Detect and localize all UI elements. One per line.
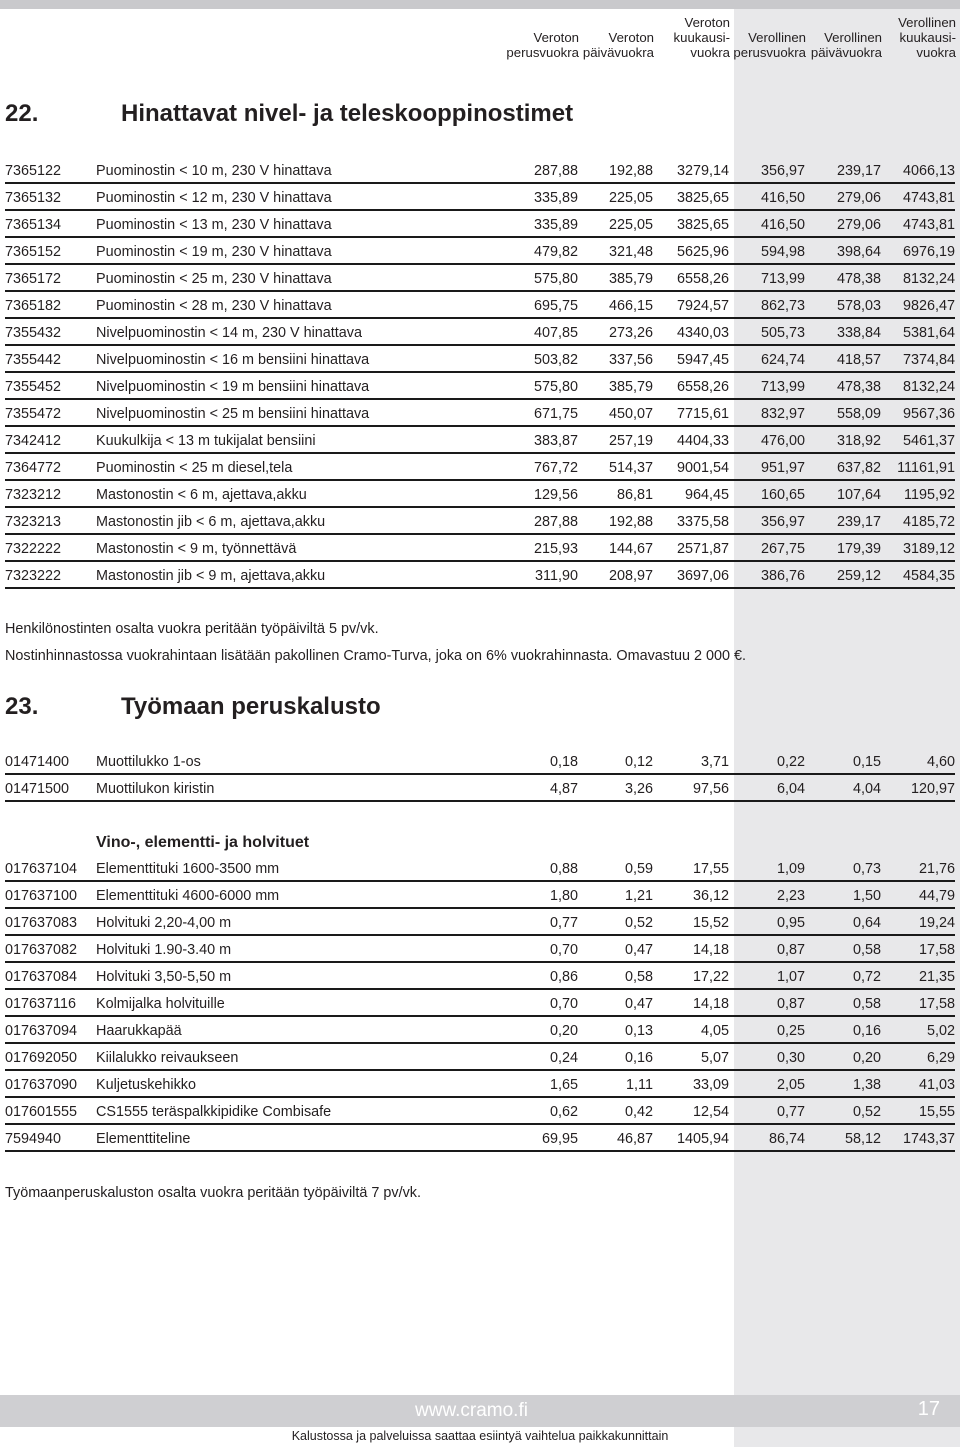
veroton-kuukausivuokra-value: 3825,65 [676, 190, 729, 206]
veroton-perusvuokra-value: 383,87 [533, 433, 578, 449]
verollinen-paivavuokra-value: 4,04 [852, 781, 881, 797]
verollinen-perusvuokra-value: 713,99 [760, 271, 805, 287]
verollinen-kuukausivuokra-value: 9826,47 [902, 298, 955, 314]
veroton-paivavuokra-value: 1,21 [624, 888, 653, 904]
verollinen-paivavuokra-value: 0,16 [852, 1023, 881, 1039]
veroton-paivavuokra-value: 0,42 [624, 1104, 653, 1120]
veroton-perusvuokra-value: 0,70 [549, 942, 578, 958]
verollinen-perusvuokra-value: 0,95 [776, 915, 805, 931]
verollinen-paivavuokra-value: 0,64 [852, 915, 881, 931]
header-veroton-perusvuokra: Veroton perusvuokra [506, 30, 579, 60]
veroton-paivavuokra-value: 0,12 [624, 754, 653, 770]
veroton-perusvuokra-value: 287,88 [533, 163, 578, 179]
product-code: 017637104 [5, 861, 78, 877]
verollinen-kuukausivuokra-value: 1743,37 [902, 1131, 955, 1147]
section-title: Työmaan peruskalusto [121, 693, 381, 720]
veroton-kuukausivuokra-value: 1405,94 [676, 1131, 729, 1147]
table-row [5, 536, 955, 562]
table-row [5, 320, 955, 346]
verollinen-perusvuokra-value: 862,73 [760, 298, 805, 314]
section-23-heading [0, 693, 960, 723]
verollinen-paivavuokra-value: 279,06 [836, 217, 881, 233]
product-name: Nivelpuominostin < 25 m bensiini hinattava [96, 406, 370, 422]
product-name: Kuukulkija < 13 m tukijalat bensiini [96, 433, 316, 449]
verollinen-kuukausivuokra-value: 15,55 [918, 1104, 955, 1120]
table-row [5, 212, 955, 238]
veroton-kuukausivuokra-value: 14,18 [692, 996, 729, 1012]
verollinen-perusvuokra-value: 713,99 [760, 379, 805, 395]
veroton-paivavuokra-value: 385,79 [608, 379, 653, 395]
verollinen-paivavuokra-value: 239,17 [836, 514, 881, 530]
product-name: Muottilukko 1-os [96, 754, 201, 770]
verollinen-kuukausivuokra-value: 4,60 [926, 754, 955, 770]
product-code: 01471500 [5, 781, 70, 797]
section-22-note-1: Henkilönostinten osalta vuokra peritään työpäiviltä 5 pv/vk. [5, 621, 379, 637]
veroton-perusvuokra-value: 0,62 [549, 1104, 578, 1120]
verollinen-perusvuokra-value: 624,74 [760, 352, 805, 368]
section-number: 22. [5, 100, 39, 127]
verollinen-paivavuokra-value: 1,50 [852, 888, 881, 904]
product-code: 7365152 [5, 244, 62, 260]
verollinen-paivavuokra-value: 578,03 [836, 298, 881, 314]
verollinen-kuukausivuokra-value: 17,58 [918, 996, 955, 1012]
verollinen-paivavuokra-value: 0,58 [852, 942, 881, 958]
table-row [5, 776, 955, 802]
verollinen-kuukausivuokra-value: 1195,92 [904, 487, 955, 503]
veroton-perusvuokra-value: 0,77 [549, 915, 578, 931]
product-code: 7365134 [5, 217, 62, 233]
verollinen-kuukausivuokra-value: 4066,13 [902, 163, 955, 179]
verollinen-kuukausivuokra-value: 9567,36 [902, 406, 955, 422]
veroton-paivavuokra-value: 466,15 [608, 298, 653, 314]
product-name: Elementtituki 1600-3500 mm [96, 861, 280, 877]
veroton-perusvuokra-value: 695,75 [533, 298, 578, 314]
section-23-note: Työmaanperuskaluston osalta vuokra peritään työpäiviltä 7 pv/vk. [5, 1185, 421, 1201]
verollinen-paivavuokra-value: 637,82 [836, 460, 881, 476]
veroton-perusvuokra-value: 287,88 [533, 514, 578, 530]
veroton-kuukausivuokra-value: 14,18 [692, 942, 729, 958]
verollinen-kuukausivuokra-value: 5,02 [926, 1023, 955, 1039]
veroton-paivavuokra-value: 257,19 [608, 433, 653, 449]
verollinen-kuukausivuokra-value: 21,35 [918, 969, 955, 985]
veroton-paivavuokra-value: 208,97 [608, 568, 653, 584]
product-name: Muottilukon kiristin [96, 781, 215, 797]
verollinen-perusvuokra-value: 0,25 [776, 1023, 805, 1039]
table-row [5, 991, 955, 1017]
veroton-kuukausivuokra-value: 5,07 [700, 1050, 729, 1066]
product-code: 7355472 [5, 406, 62, 422]
veroton-paivavuokra-value: 0,16 [624, 1050, 653, 1066]
veroton-paivavuokra-value: 86,81 [616, 487, 653, 503]
veroton-paivavuokra-value: 385,79 [608, 271, 653, 287]
veroton-paivavuokra-value: 0,59 [624, 861, 653, 877]
table-row [5, 910, 955, 936]
product-name: Puominostin < 19 m, 230 V hinattava [96, 244, 332, 260]
product-name: Kuljetuskehikko [96, 1077, 196, 1093]
section-title: Hinattavat nivel- ja teleskooppinostimet [121, 100, 574, 127]
veroton-paivavuokra-value: 321,48 [608, 244, 653, 260]
verollinen-paivavuokra-value: 179,39 [836, 541, 881, 557]
table-row [5, 509, 955, 535]
product-code: 017637100 [5, 888, 78, 904]
product-name: Kiilalukko reivaukseen [96, 1050, 239, 1066]
veroton-kuukausivuokra-value: 3279,14 [676, 163, 729, 179]
verollinen-paivavuokra-value: 0,15 [852, 754, 881, 770]
veroton-kuukausivuokra-value: 7715,61 [676, 406, 729, 422]
veroton-kuukausivuokra-value: 6558,26 [676, 271, 729, 287]
table-row [5, 401, 955, 427]
table-row [5, 856, 955, 882]
veroton-perusvuokra-value: 671,75 [533, 406, 578, 422]
product-code: 017601555 [5, 1104, 78, 1120]
product-name: Elementtituki 4600-6000 mm [96, 888, 280, 904]
veroton-paivavuokra-value: 0,52 [624, 915, 653, 931]
verollinen-paivavuokra-value: 0,20 [852, 1050, 881, 1066]
product-name: Nivelpuominostin < 19 m bensiini hinattava [96, 379, 370, 395]
veroton-paivavuokra-value: 0,47 [624, 996, 653, 1012]
veroton-perusvuokra-value: 335,89 [533, 217, 578, 233]
verollinen-paivavuokra-value: 239,17 [836, 163, 881, 179]
product-name: Mastonostin < 9 m, työnnettävä [96, 541, 297, 557]
veroton-perusvuokra-value: 0,70 [549, 996, 578, 1012]
veroton-paivavuokra-value: 337,56 [608, 352, 653, 368]
product-code: 7342412 [5, 433, 62, 449]
verollinen-kuukausivuokra-value: 4584,35 [902, 568, 955, 584]
veroton-perusvuokra-value: 767,72 [533, 460, 578, 476]
footer-disclaimer: Kalustossa ja palveluissa saattaa esiintyä vaihtelua paikkakunnittain [291, 1429, 669, 1443]
product-name: Puominostin < 25 m, 230 V hinattava [96, 271, 332, 287]
product-name: Puominostin < 12 m, 230 V hinattava [96, 190, 332, 206]
verollinen-kuukausivuokra-value: 3189,12 [902, 541, 955, 557]
table-row [5, 964, 955, 990]
table-row [5, 374, 955, 400]
veroton-kuukausivuokra-value: 3375,58 [676, 514, 729, 530]
table-row [5, 937, 955, 963]
product-name: Kolmijalka holvituille [96, 996, 225, 1012]
product-name: Puominostin < 13 m, 230 V hinattava [96, 217, 332, 233]
product-code: 7365172 [5, 271, 62, 287]
verollinen-paivavuokra-value: 558,09 [836, 406, 881, 422]
verollinen-paivavuokra-value: 279,06 [836, 190, 881, 206]
veroton-kuukausivuokra-value: 2571,87 [676, 541, 729, 557]
verollinen-perusvuokra-value: 386,76 [760, 568, 805, 584]
veroton-paivavuokra-value: 0,13 [624, 1023, 653, 1039]
header-verollinen-perusvuokra: Verollinen perusvuokra [733, 30, 806, 60]
veroton-perusvuokra-value: 1,80 [549, 888, 578, 904]
table-row [5, 455, 955, 481]
veroton-perusvuokra-value: 4,87 [549, 781, 578, 797]
veroton-perusvuokra-value: 215,93 [533, 541, 578, 557]
verollinen-paivavuokra-value: 338,84 [836, 325, 881, 341]
product-name: CS1555 teräspalkkipidike Combisafe [96, 1104, 332, 1120]
product-name: Nivelpuominostin < 14 m, 230 V hinattava [96, 325, 362, 341]
verollinen-kuukausivuokra-value: 6976,19 [902, 244, 955, 260]
verollinen-paivavuokra-value: 0,73 [852, 861, 881, 877]
veroton-paivavuokra-value: 3,26 [624, 781, 653, 797]
verollinen-kuukausivuokra-value: 4743,81 [902, 217, 955, 233]
product-name: Holvituki 1.90-3.40 m [96, 942, 232, 958]
product-code: 7355442 [5, 352, 62, 368]
verollinen-paivavuokra-value: 418,57 [836, 352, 881, 368]
product-name: Haarukkapää [96, 1023, 182, 1039]
product-code: 017692050 [5, 1050, 78, 1066]
verollinen-perusvuokra-value: 416,50 [760, 190, 805, 206]
veroton-perusvuokra-value: 407,85 [533, 325, 578, 341]
verollinen-perusvuokra-value: 951,97 [760, 460, 805, 476]
product-code: 017637083 [5, 915, 78, 931]
product-name: Mastonostin < 6 m, ajettava,akku [96, 487, 307, 503]
verollinen-perusvuokra-value: 0,87 [776, 996, 805, 1012]
veroton-perusvuokra-value: 503,82 [533, 352, 578, 368]
subheading-vino-elementti-holvituet: Vino-, elementti- ja holvituet [96, 834, 310, 851]
veroton-kuukausivuokra-value: 33,09 [692, 1077, 729, 1093]
veroton-paivavuokra-value: 1,11 [626, 1077, 653, 1093]
verollinen-perusvuokra-value: 832,97 [760, 406, 805, 422]
veroton-paivavuokra-value: 144,67 [608, 541, 653, 557]
veroton-kuukausivuokra-value: 6558,26 [676, 379, 729, 395]
veroton-perusvuokra-value: 0,18 [549, 754, 578, 770]
veroton-paivavuokra-value: 192,88 [608, 514, 653, 530]
table-row [5, 482, 955, 508]
verollinen-paivavuokra-value: 259,12 [836, 568, 881, 584]
product-code: 01471400 [5, 754, 70, 770]
veroton-kuukausivuokra-value: 4,05 [700, 1023, 729, 1039]
product-code: 017637090 [5, 1077, 78, 1093]
product-name: Elementtiteline [96, 1131, 191, 1147]
product-code: 7365182 [5, 298, 62, 314]
veroton-paivavuokra-value: 225,05 [608, 217, 653, 233]
product-code: 7323213 [5, 514, 62, 530]
verollinen-kuukausivuokra-value: 120,97 [910, 781, 955, 797]
veroton-kuukausivuokra-value: 5947,45 [676, 352, 729, 368]
verollinen-kuukausivuokra-value: 41,03 [918, 1077, 955, 1093]
section-22-heading [0, 100, 960, 130]
veroton-perusvuokra-value: 575,80 [533, 271, 578, 287]
veroton-paivavuokra-value: 273,26 [608, 325, 653, 341]
veroton-kuukausivuokra-value: 7924,57 [676, 298, 729, 314]
veroton-paivavuokra-value: 0,58 [624, 969, 653, 985]
veroton-perusvuokra-value: 0,24 [549, 1050, 578, 1066]
product-code: 7323222 [5, 568, 62, 584]
verollinen-perusvuokra-value: 2,23 [776, 888, 805, 904]
verollinen-perusvuokra-value: 86,74 [768, 1131, 805, 1147]
veroton-perusvuokra-value: 0,20 [549, 1023, 578, 1039]
product-code: 017637116 [5, 996, 76, 1012]
product-code: 7365132 [5, 190, 62, 206]
product-code: 7355432 [5, 325, 62, 341]
verollinen-perusvuokra-value: 0,30 [776, 1050, 805, 1066]
veroton-kuukausivuokra-value: 3697,06 [676, 568, 729, 584]
website-link[interactable]: www.cramo.fi [415, 1400, 528, 1421]
verollinen-perusvuokra-value: 1,07 [776, 969, 805, 985]
table-row [5, 239, 955, 265]
veroton-kuukausivuokra-value: 4340,03 [676, 325, 729, 341]
veroton-perusvuokra-value: 129,56 [533, 487, 578, 503]
veroton-perusvuokra-value: 311,90 [535, 568, 578, 584]
veroton-perusvuokra-value: 0,88 [549, 861, 578, 877]
verollinen-paivavuokra-value: 0,58 [852, 996, 881, 1012]
table-row [5, 185, 955, 211]
section-22-note-2: Nostinhinnastossa vuokrahintaan lisätään pakollinen Cramo-Turva, joka on 6% vuokrahinnasta. Omavastuu 2 000 €. [5, 648, 747, 664]
verollinen-kuukausivuokra-value: 5381,64 [902, 325, 955, 341]
veroton-paivavuokra-value: 46,87 [616, 1131, 653, 1147]
table-row [5, 883, 955, 909]
table-row [5, 1126, 955, 1152]
verollinen-paivavuokra-value: 1,38 [852, 1077, 881, 1093]
veroton-paivavuokra-value: 514,37 [608, 460, 653, 476]
veroton-kuukausivuokra-value: 5625,96 [676, 244, 729, 260]
verollinen-kuukausivuokra-value: 8132,24 [902, 271, 955, 287]
veroton-kuukausivuokra-value: 36,12 [692, 888, 729, 904]
veroton-kuukausivuokra-value: 17,22 [692, 969, 729, 985]
verollinen-kuukausivuokra-value: 5461,37 [902, 433, 955, 449]
verollinen-perusvuokra-value: 0,22 [776, 754, 805, 770]
product-code: 017637082 [5, 942, 78, 958]
product-code: 7364772 [5, 460, 62, 476]
verollinen-paivavuokra-value: 58,12 [844, 1131, 881, 1147]
product-code: 7323212 [5, 487, 62, 503]
product-name: Puominostin < 25 m diesel,tela [96, 460, 293, 476]
table-row [5, 1018, 955, 1044]
verollinen-kuukausivuokra-value: 19,24 [918, 915, 955, 931]
verollinen-perusvuokra-value: 2,05 [776, 1077, 805, 1093]
table-row [5, 1045, 955, 1071]
product-name: Nivelpuominostin < 16 m bensiini hinattava [96, 352, 370, 368]
product-code: 017637094 [5, 1023, 78, 1039]
verollinen-perusvuokra-value: 505,73 [760, 325, 805, 341]
verollinen-perusvuokra-value: 356,97 [760, 163, 805, 179]
veroton-perusvuokra-value: 0,86 [549, 969, 578, 985]
verollinen-paivavuokra-value: 107,64 [836, 487, 881, 503]
verollinen-kuukausivuokra-value: 6,29 [926, 1050, 955, 1066]
verollinen-paivavuokra-value: 478,38 [836, 379, 881, 395]
product-name: Mastonostin jib < 6 m, ajettava,akku [96, 514, 326, 530]
verollinen-paivavuokra-value: 398,64 [836, 244, 881, 260]
veroton-kuukausivuokra-value: 4404,33 [676, 433, 729, 449]
table-row [5, 428, 955, 454]
verollinen-kuukausivuokra-value: 11161,91 [897, 460, 955, 476]
veroton-kuukausivuokra-value: 15,52 [692, 915, 729, 931]
verollinen-perusvuokra-value: 476,00 [760, 433, 805, 449]
table-row [5, 266, 955, 292]
veroton-kuukausivuokra-value: 964,45 [684, 487, 729, 503]
veroton-paivavuokra-value: 225,05 [608, 190, 653, 206]
product-code: 017637084 [5, 969, 78, 985]
verollinen-perusvuokra-value: 416,50 [760, 217, 805, 233]
table-row [5, 1099, 955, 1125]
veroton-perusvuokra-value: 575,80 [533, 379, 578, 395]
table-row [5, 563, 955, 589]
verollinen-paivavuokra-value: 318,92 [836, 433, 881, 449]
table-row [5, 293, 955, 319]
table-row [5, 158, 955, 184]
verollinen-perusvuokra-value: 267,75 [760, 541, 805, 557]
product-name: Mastonostin jib < 9 m, ajettava,akku [96, 568, 326, 584]
product-name: Puominostin < 28 m, 230 V hinattava [96, 298, 332, 314]
header-verollinen-kuukausivuokra: Verollinen kuukausi- vuokra [898, 15, 956, 60]
table-row [5, 1072, 955, 1098]
verollinen-kuukausivuokra-value: 7374,84 [902, 352, 955, 368]
verollinen-paivavuokra-value: 0,52 [852, 1104, 881, 1120]
veroton-kuukausivuokra-value: 97,56 [692, 781, 729, 797]
verollinen-kuukausivuokra-value: 4185,72 [902, 514, 955, 530]
veroton-perusvuokra-value: 335,89 [533, 190, 578, 206]
veroton-perusvuokra-value: 479,82 [533, 244, 578, 260]
verollinen-paivavuokra-value: 0,72 [852, 969, 881, 985]
table-row [5, 749, 955, 775]
veroton-paivavuokra-value: 192,88 [608, 163, 653, 179]
page-number: 17 [917, 1398, 940, 1420]
veroton-perusvuokra-value: 1,65 [549, 1077, 578, 1093]
header-veroton-paivavuokra: Veroton päivävuokra [582, 30, 654, 60]
verollinen-perusvuokra-value: 0,87 [776, 942, 805, 958]
verollinen-paivavuokra-value: 478,38 [836, 271, 881, 287]
verollinen-perusvuokra-value: 160,65 [760, 487, 805, 503]
table-row [5, 347, 955, 373]
verollinen-perusvuokra-value: 0,77 [776, 1104, 805, 1120]
product-code: 7594940 [5, 1131, 62, 1147]
veroton-perusvuokra-value: 69,95 [541, 1131, 578, 1147]
product-name: Holvituki 3,50-5,50 m [96, 969, 232, 985]
product-name: Holvituki 2,20-4,00 m [96, 915, 232, 931]
header-veroton-kuukausivuokra: Veroton kuukausi- vuokra [673, 15, 730, 60]
verollinen-kuukausivuokra-value: 21,76 [918, 861, 955, 877]
product-code: 7365122 [5, 163, 62, 179]
veroton-paivavuokra-value: 450,07 [608, 406, 653, 422]
product-name: Puominostin < 10 m, 230 V hinattava [96, 163, 332, 179]
veroton-paivavuokra-value: 0,47 [624, 942, 653, 958]
veroton-kuukausivuokra-value: 17,55 [692, 861, 729, 877]
veroton-kuukausivuokra-value: 9001,54 [676, 460, 729, 476]
verollinen-perusvuokra-value: 6,04 [776, 781, 805, 797]
verollinen-kuukausivuokra-value: 44,79 [918, 888, 955, 904]
header-verollinen-paivavuokra: Verollinen päivävuokra [810, 30, 882, 60]
verollinen-kuukausivuokra-value: 4743,81 [902, 190, 955, 206]
veroton-kuukausivuokra-value: 3,71 [700, 754, 729, 770]
product-code: 7355452 [5, 379, 62, 395]
product-code: 7322222 [5, 541, 62, 557]
veroton-kuukausivuokra-value: 3825,65 [676, 217, 729, 233]
verollinen-perusvuokra-value: 594,98 [760, 244, 805, 260]
top-bar [0, 0, 960, 9]
verollinen-kuukausivuokra-value: 8132,24 [902, 379, 955, 395]
verollinen-perusvuokra-value: 1,09 [776, 861, 805, 877]
verollinen-perusvuokra-value: 356,97 [760, 514, 805, 530]
verollinen-kuukausivuokra-value: 17,58 [918, 942, 955, 958]
veroton-kuukausivuokra-value: 12,54 [692, 1104, 729, 1120]
section-number: 23. [5, 693, 39, 720]
